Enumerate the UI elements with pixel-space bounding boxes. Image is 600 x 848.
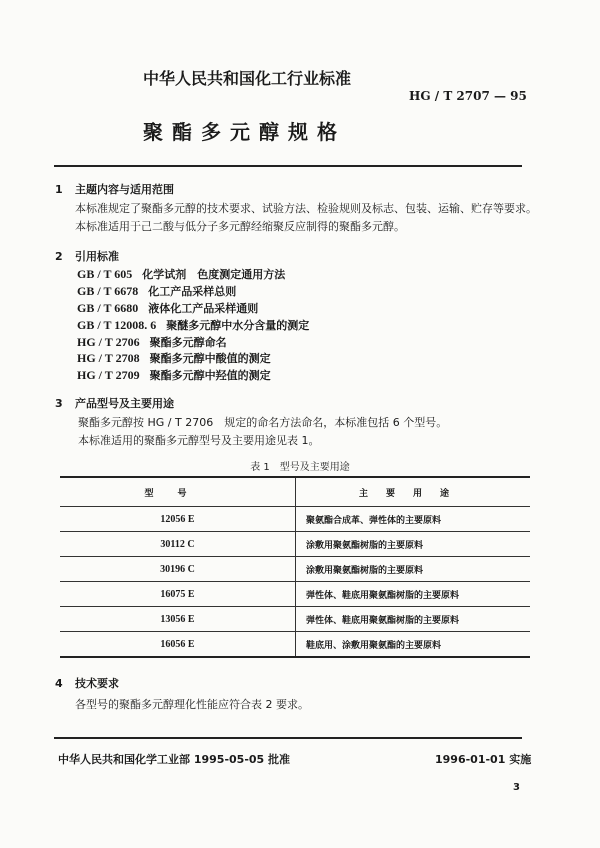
usage-cell: 弹性体、鞋底用聚氨酯树脂的主要原料 (296, 607, 531, 632)
footer-rule (54, 737, 522, 739)
reference-item: HG / T 2706 聚酯多元醇命名 (77, 335, 227, 349)
usage-cell: 涂敷用聚氨酯树脂的主要原料 (296, 557, 531, 582)
header-model: 型号 (60, 477, 296, 507)
model-cell: 16075 E (60, 582, 296, 607)
standard-code: HG / T 2707 — 95 (409, 89, 527, 103)
section-1-line: 本标准规定了聚酯多元醇的技术要求、试验方法、检验规则及标志、包装、运输、贮存等要求。 (75, 202, 537, 215)
issuing-organization: 中华人民共和国化工行业标准 (143, 69, 352, 88)
model-cell: 13056 E (60, 607, 296, 632)
page-number: 3 (513, 782, 520, 793)
document-title: 聚酯多元醇规格 (143, 120, 346, 144)
usage-cell: 聚氨酯合成革、弹性体的主要原料 (296, 507, 531, 532)
usage-cell: 弹性体、鞋底用聚氨酯树脂的主要原料 (296, 582, 531, 607)
header-rule (54, 165, 522, 167)
section-1-heading: 1 主题内容与适用范围 (55, 183, 174, 196)
section-3-line: 本标准适用的聚酯多元醇型号及主要用途见表 1。 (78, 434, 320, 447)
approval-note: 中华人民共和国化学工业部 1995-05-05 批准 (58, 753, 291, 766)
section-2-heading: 2 引用标准 (55, 250, 119, 263)
model-usage-table (60, 476, 530, 658)
reference-item: HG / T 2708 聚酯多元醇中酸值的测定 (77, 351, 271, 365)
model-cell: 30196 C (60, 557, 296, 582)
table-row (60, 582, 530, 607)
header-usage: 主要用途 (296, 477, 531, 507)
reference-item: GB / T 6678 化工产品采样总则 (77, 284, 237, 298)
model-cell: 16056 E (60, 632, 296, 658)
section-4-line: 各型号的聚酯多元醇理化性能应符合表 2 要求。 (75, 698, 309, 711)
reference-item: GB / T 6680 液体化工产品采样通则 (77, 301, 259, 315)
reference-item: GB / T 12008. 6 聚醚多元醇中水分含量的测定 (77, 318, 310, 332)
table-caption: 表 1 型号及主要用途 (250, 462, 350, 473)
section-4-heading: 4 技术要求 (55, 677, 119, 690)
table-row (60, 607, 530, 632)
reference-item: GB / T 605 化学试剂 色度测定通用方法 (77, 267, 286, 281)
effective-date: 1996-01-01 实施 (435, 753, 532, 766)
usage-cell: 鞋底用、涂敷用聚氨酯的主要原料 (296, 632, 531, 658)
section-3-heading: 3 产品型号及主要用途 (55, 397, 174, 410)
table-row (60, 557, 530, 582)
table-row (60, 507, 530, 532)
reference-item: HG / T 2709 聚酯多元醇中羟值的测定 (77, 368, 271, 382)
usage-cell: 涂敷用聚氨酯树脂的主要原料 (296, 532, 531, 557)
table-row (60, 632, 530, 658)
model-cell: 12056 E (60, 507, 296, 532)
section-1-line: 本标准适用于己二酸与低分子多元醇经缩聚反应制得的聚酯多元醇。 (75, 220, 405, 233)
table-row (60, 532, 530, 557)
model-cell: 30112 C (60, 532, 296, 557)
table-header-row (60, 477, 530, 507)
section-3-line: 聚酯多元醇按 HG / T 2706 规定的命名方法命名，本标准包括 6 个型号。 (78, 416, 448, 429)
